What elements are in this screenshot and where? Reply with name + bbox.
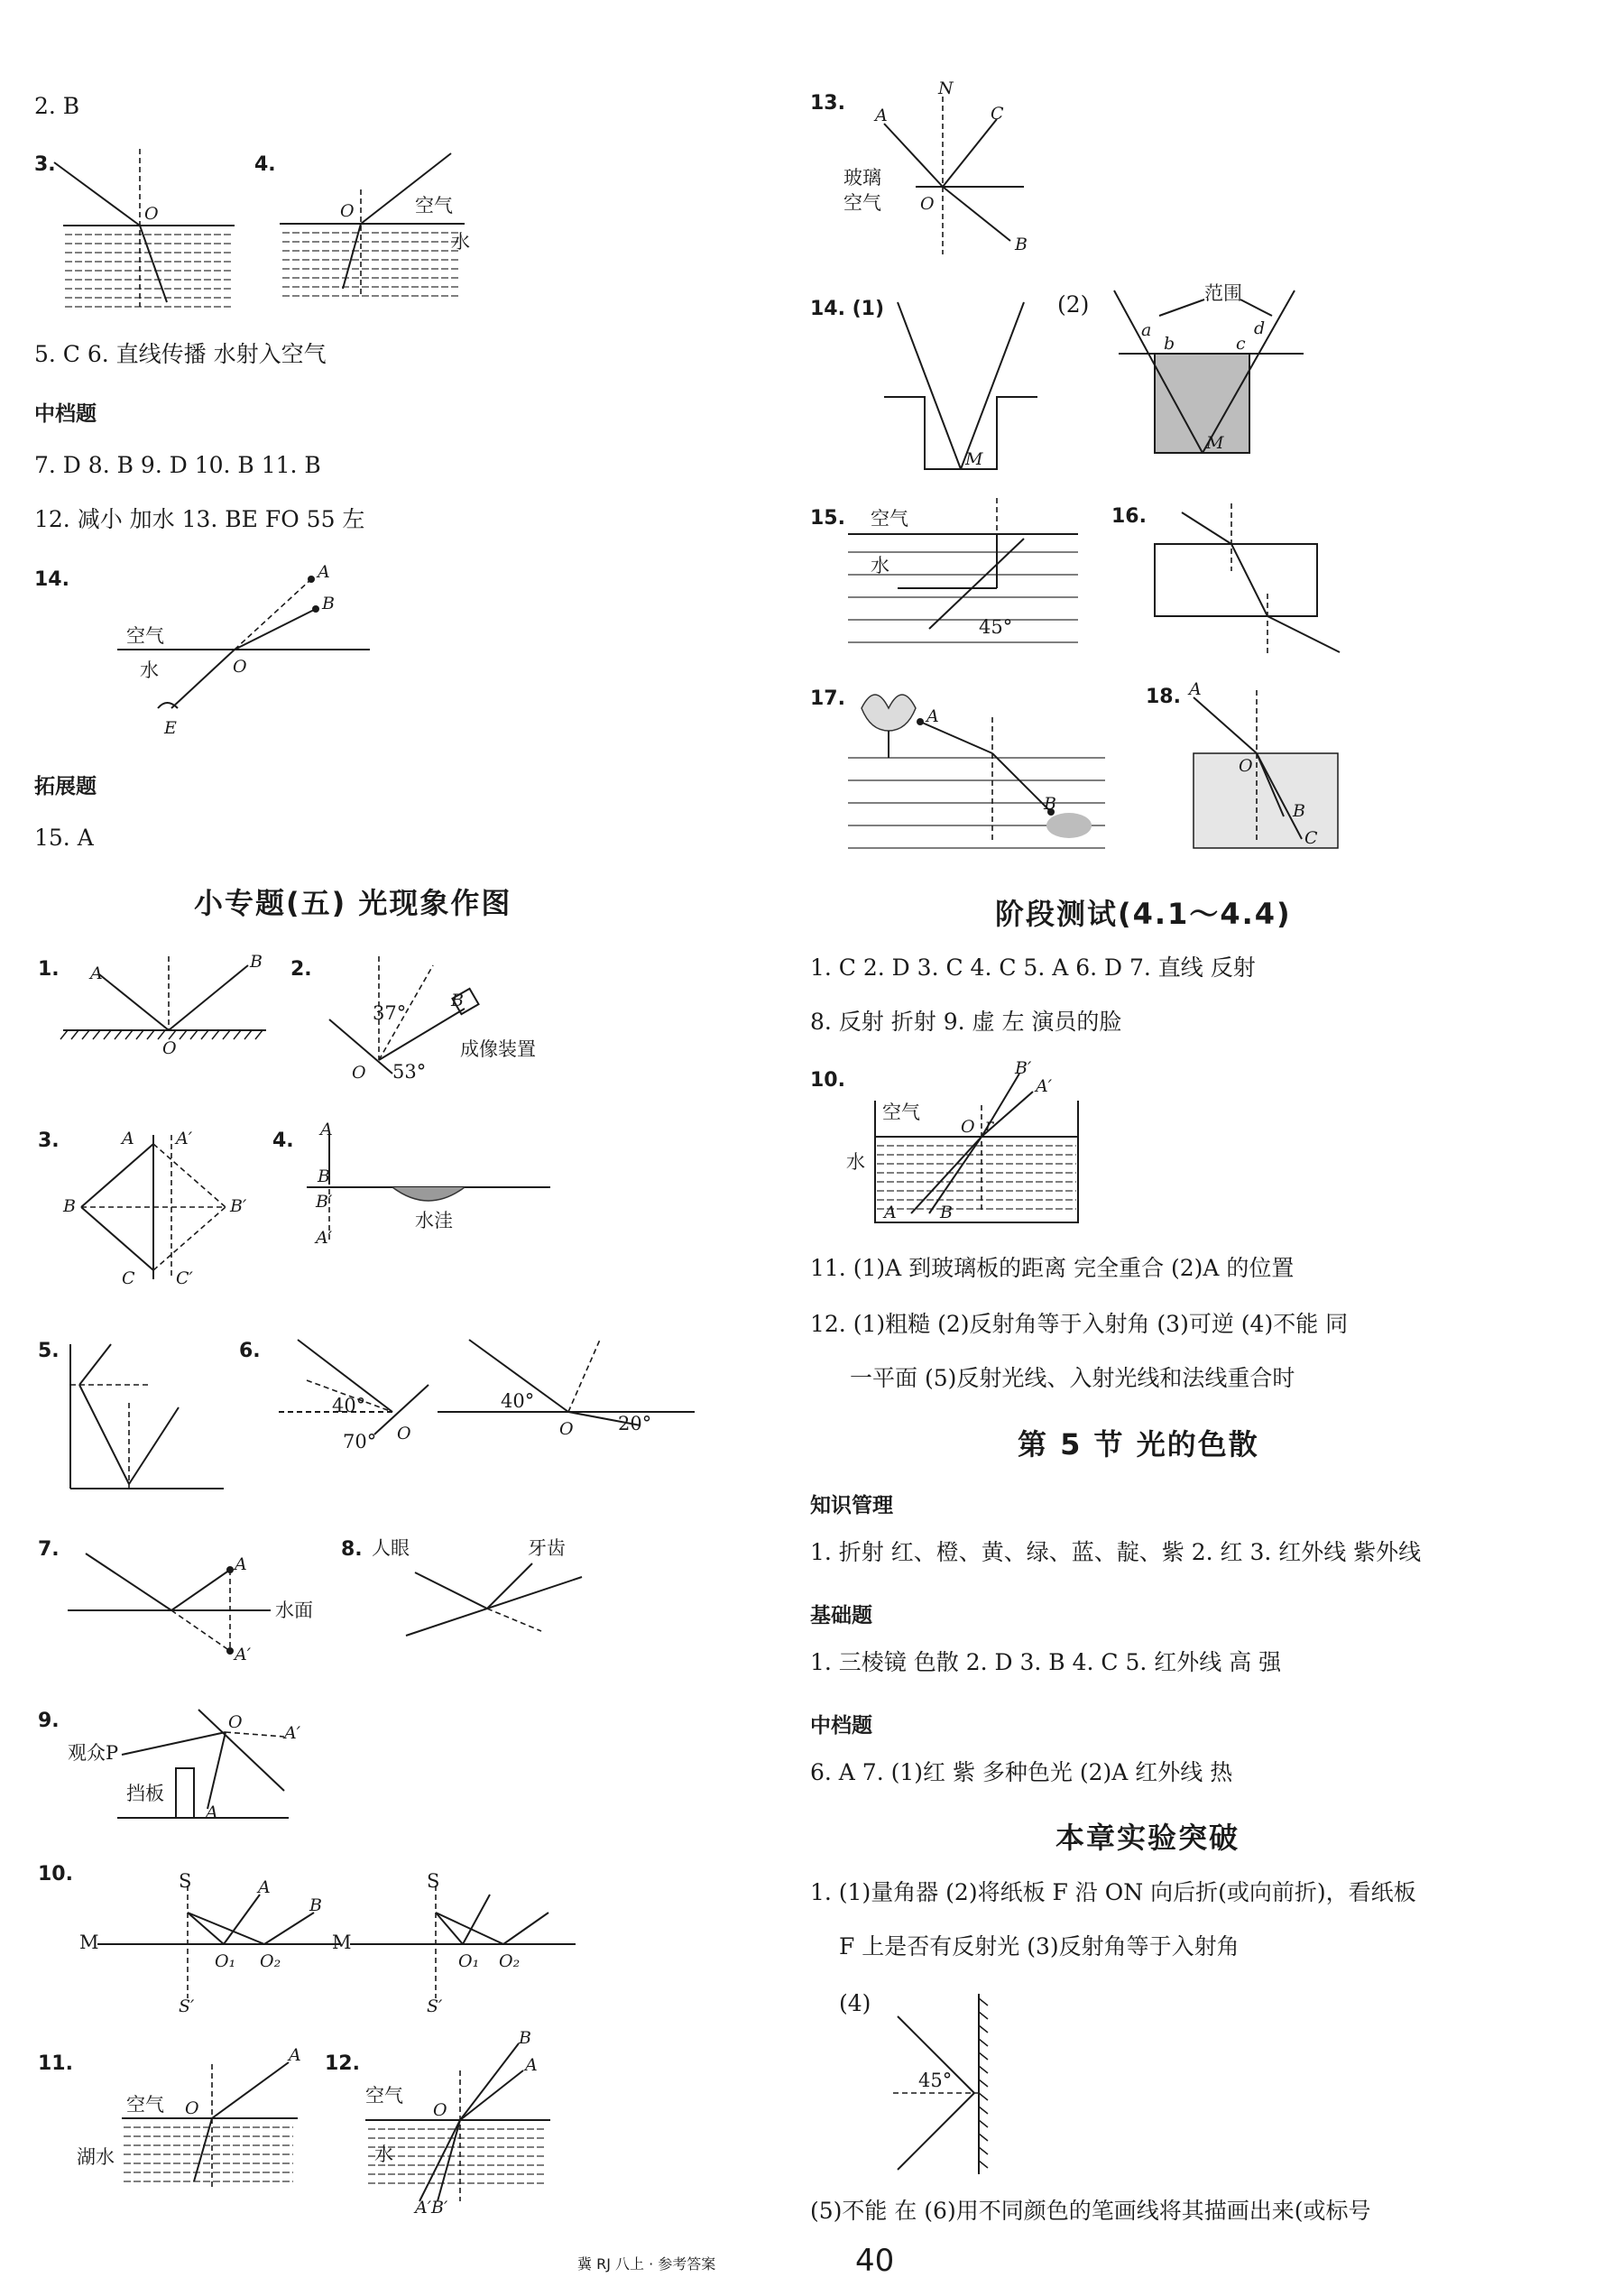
svg-text:O₁: O₁ (215, 1951, 236, 1971)
svg-text:M: M (1206, 433, 1224, 453)
svg-text:A: A (90, 964, 103, 983)
svg-text:C: C (122, 1268, 135, 1288)
figure-r-q17 (843, 681, 1114, 862)
svg-text:20°: 20° (618, 1413, 652, 1434)
svg-text:A: A (122, 1129, 134, 1148)
r-q14-part2: (2) (1057, 291, 1090, 318)
svg-text:O: O (185, 2098, 199, 2118)
fig4-number: 4. (272, 1130, 294, 1152)
svg-text:O: O (397, 1424, 411, 1443)
figure-exp-4 (893, 1989, 1046, 2179)
svg-text:空气: 空气 (871, 508, 908, 530)
svg-text:B: B (940, 1203, 953, 1222)
figure-topic-7 (63, 1534, 352, 1669)
svg-text:B: B (322, 594, 335, 613)
svg-text:O: O (144, 204, 159, 224)
fig5-number: 5. (38, 1340, 60, 1362)
figure-q4 (275, 144, 483, 316)
svg-text:B: B (63, 1196, 76, 1216)
svg-text:空气: 空气 (365, 2085, 403, 2107)
answer-q2: 2. B (34, 93, 80, 119)
svg-text:成像装置: 成像装置 (460, 1038, 536, 1060)
svg-text:A: A (875, 106, 888, 125)
svg-text:水面: 水面 (275, 1600, 313, 1621)
fig1-number: 1. (38, 958, 60, 981)
svg-text:空气: 空气 (126, 2094, 164, 2116)
fig8-number: 8. (341, 1538, 363, 1561)
answer-q5-6: 5. C 6. 直线传播 水射入空气 (34, 341, 327, 367)
svg-text:水: 水 (451, 231, 470, 253)
svg-text:观众P: 观众P (68, 1742, 119, 1764)
fig7-number: 7. (38, 1538, 60, 1561)
svg-text:A: A (235, 1554, 247, 1574)
svg-text:空气: 空气 (126, 625, 164, 647)
water-hatch (63, 226, 235, 307)
svg-text:70°: 70° (343, 1431, 377, 1452)
svg-text:挡板: 挡板 (126, 1783, 164, 1804)
fig3-number: 3. (38, 1130, 60, 1152)
figure-topic-4 (298, 1120, 550, 1261)
page-number: 40 (855, 2243, 895, 2279)
svg-text:A′: A′ (176, 1129, 193, 1148)
svg-text:B: B (309, 1895, 322, 1915)
svg-text:牙齿: 牙齿 (528, 1537, 566, 1559)
stage-answer-11: 11. (1)A 到玻璃板的距离 完全重合 (2)A 的位置 (810, 1255, 1295, 1281)
svg-text:范围: 范围 (1204, 282, 1242, 304)
svg-text:S: S (179, 1870, 192, 1892)
r-q13-number: 13. (810, 92, 845, 115)
svg-text:水洼: 水洼 (415, 1210, 453, 1231)
svg-text:B: B (451, 991, 464, 1010)
svg-text:M: M (332, 1932, 352, 1953)
stage-answers-1: 1. C 2. D 3. C 4. C 5. A 6. D 7. 直线 反射 (810, 954, 1256, 981)
fig12-number: 12. (325, 2052, 360, 2075)
svg-text:A′: A′ (284, 1723, 301, 1743)
svg-text:A: A (318, 562, 330, 582)
figure-r-q13 (839, 78, 1055, 254)
section-heading-extension: 拓展题 (34, 775, 97, 798)
r-q14-number: 14. (1) (810, 298, 885, 320)
r-q18-number: 18. (1146, 686, 1181, 708)
svg-text:A′: A′ (316, 1228, 333, 1248)
svg-text:c: c (1236, 334, 1246, 354)
topic-title: 小专题(五) 光现象作图 (194, 886, 512, 920)
figure-r-q18 (1189, 681, 1369, 853)
svg-text:S′: S′ (427, 1996, 443, 2016)
svg-text:水: 水 (140, 659, 159, 681)
q3-number: 3. (34, 153, 56, 176)
svg-text:B: B (519, 2028, 531, 2048)
svg-text:B: B (1015, 235, 1028, 254)
stage-test-title: 阶段测试(4.1～4.4) (995, 897, 1292, 931)
svg-text:O: O (1239, 756, 1253, 776)
svg-text:空气: 空气 (415, 195, 453, 217)
footer-label: 冀 RJ 八上 · 参考答案 (577, 2255, 716, 2273)
svg-text:b: b (1164, 334, 1175, 354)
svg-text:45°: 45° (979, 616, 1013, 638)
svg-text:C: C (1304, 828, 1318, 848)
svg-text:空气: 空气 (882, 1102, 920, 1123)
experiment-title: 本章实验突破 (1055, 1821, 1240, 1855)
svg-text:B: B (250, 952, 263, 972)
figure-topic-9 (63, 1701, 316, 1827)
r-q17-number: 17. (810, 687, 845, 710)
r-q16-number: 16. (1111, 505, 1147, 528)
r-q15-number: 15. (810, 507, 845, 530)
svg-text:S′: S′ (179, 1996, 195, 2016)
svg-text:B: B (318, 1166, 330, 1186)
svg-text:A: A (926, 706, 939, 726)
figure-topic-12 (361, 2028, 577, 2218)
section-heading-mid: 中档题 (34, 402, 97, 426)
figure-topic-6 (262, 1331, 713, 1466)
svg-text:E: E (164, 718, 177, 738)
svg-text:53°: 53° (392, 1061, 427, 1083)
figure-topic-5 (61, 1335, 242, 1498)
stage-answers-2: 8. 反射 折射 9. 虚 左 演员的脸 (810, 1009, 1122, 1035)
section-heading-mid-2: 中档题 (810, 1714, 872, 1738)
answer-q12-13: 12. 减小 加水 13. BE FO 55 左 (34, 506, 365, 532)
svg-text:40°: 40° (501, 1390, 535, 1412)
svg-text:O: O (433, 2100, 447, 2120)
experiment-answer-1a: 1. (1)量角器 (2)将纸板 F 沿 ON 向后折(或向前折)，看纸板 (810, 1879, 1416, 1905)
svg-text:O: O (961, 1117, 975, 1137)
experiment-answer-1b: F 上是否有反射光 (3)反射角等于入射角 (839, 1933, 1240, 1959)
svg-text:水: 水 (374, 2144, 393, 2165)
figure-r-q15 (843, 498, 1087, 647)
svg-text:B′: B′ (316, 1192, 333, 1212)
section-heading-knowledge: 知识管理 (810, 1494, 893, 1517)
svg-text:A′B′: A′B′ (415, 2198, 448, 2218)
svg-text:a: a (1141, 320, 1152, 340)
svg-text:O: O (559, 1419, 574, 1439)
svg-text:A: A (320, 1120, 333, 1139)
fig9-number: 9. (38, 1710, 60, 1732)
figure-topic-2 (311, 947, 546, 1083)
mid-answers: 6. A 7. (1)红 紫 多种色光 (2)A 红外线 热 (810, 1759, 1233, 1785)
svg-text:B: B (1293, 801, 1305, 821)
svg-text:O: O (233, 657, 247, 677)
svg-text:B: B (1044, 794, 1056, 814)
svg-text:A: A (884, 1203, 897, 1222)
svg-text:37°: 37° (373, 1002, 407, 1024)
svg-text:O₂: O₂ (260, 1951, 281, 1971)
svg-text:N: N (938, 78, 954, 98)
figure-r-q16 (1137, 494, 1353, 666)
svg-text:M: M (79, 1932, 99, 1953)
svg-text:45°: 45° (918, 2070, 953, 2091)
figure-topic-3 (63, 1126, 298, 1288)
q4-number: 4. (254, 153, 276, 176)
svg-text:A: A (289, 2045, 301, 2065)
figure-q3 (54, 144, 235, 316)
section5-title: 第 5 节 光的色散 (1018, 1427, 1259, 1462)
answer-q15: 15. A (34, 825, 94, 851)
figure-topic-8 (361, 1532, 595, 1667)
fig2-number: 2. (290, 958, 312, 981)
svg-text:C: C (991, 104, 1004, 124)
svg-text:A: A (206, 1803, 218, 1822)
svg-text:A: A (525, 2055, 538, 2075)
figure-topic-11 (77, 2046, 320, 2199)
fig10-number: 10. (38, 1863, 73, 1886)
stage-answer-12a: 12. (1)粗糙 (2)反射角等于入射角 (3)可逆 (4)不能 同 (810, 1311, 1349, 1337)
svg-text:水: 水 (846, 1151, 865, 1173)
q14-number: 14. (34, 568, 69, 591)
knowledge-answers: 1. 折射 红、橙、黄、绿、蓝、靛、紫 2. 红 3. 红外线 紫外线 (810, 1539, 1422, 1565)
svg-text:A′: A′ (235, 1645, 252, 1664)
svg-text:O: O (162, 1038, 177, 1058)
svg-text:O₁: O₁ (458, 1951, 480, 1971)
figure-r-q14-1 (880, 289, 1060, 478)
svg-text:C′: C′ (176, 1268, 193, 1288)
figure-stage-q10 (830, 1060, 1119, 1231)
svg-text:空气: 空气 (843, 192, 881, 214)
fig6-number: 6. (239, 1340, 261, 1362)
svg-text:A′: A′ (1036, 1076, 1053, 1096)
experiment-answer-5-6: (5)不能 在 (6)用不同颜色的笔画线将其描画出来(或标号 (810, 2198, 1371, 2224)
svg-text:O: O (352, 1063, 366, 1083)
basic-answers: 1. 三棱镜 色散 2. D 3. B 4. C 5. 红外线 高 强 (810, 1649, 1282, 1675)
svg-text:r: r (985, 1115, 994, 1135)
svg-text:M: M (965, 449, 983, 469)
svg-text:S: S (427, 1870, 440, 1892)
svg-text:A: A (1189, 679, 1202, 699)
stage-answer-12b: 一平面 (5)反射光线、入射光线和法线重合时 (850, 1365, 1295, 1391)
svg-text:玻璃: 玻璃 (843, 167, 881, 189)
figure-r-q14-2 (1105, 281, 1340, 471)
svg-text:O₂: O₂ (499, 1951, 521, 1971)
section-heading-basic: 基础题 (810, 1604, 872, 1627)
figure-topic-1 (59, 947, 275, 1056)
svg-text:O: O (340, 201, 355, 221)
fig11-number: 11. (38, 2052, 73, 2075)
svg-text:人眼: 人眼 (372, 1537, 410, 1559)
experiment-answer-4: (4) (839, 1990, 871, 2016)
svg-text:A: A (258, 1877, 271, 1897)
svg-text:d: d (1254, 318, 1266, 338)
answer-q7-11: 7. D 8. B 9. D 10. B 11. B (34, 452, 321, 478)
figure-q14 (108, 559, 379, 740)
figure-topic-10 (79, 1870, 585, 2016)
svg-text:水: 水 (871, 555, 889, 576)
svg-text:O: O (228, 1712, 243, 1732)
svg-text:O: O (920, 194, 935, 214)
svg-text:40°: 40° (332, 1395, 366, 1416)
svg-text:B′: B′ (230, 1196, 247, 1216)
stage-q10-number: 10. (810, 1069, 845, 1092)
svg-text:B′: B′ (1015, 1058, 1032, 1078)
svg-text:湖水: 湖水 (77, 2146, 115, 2168)
